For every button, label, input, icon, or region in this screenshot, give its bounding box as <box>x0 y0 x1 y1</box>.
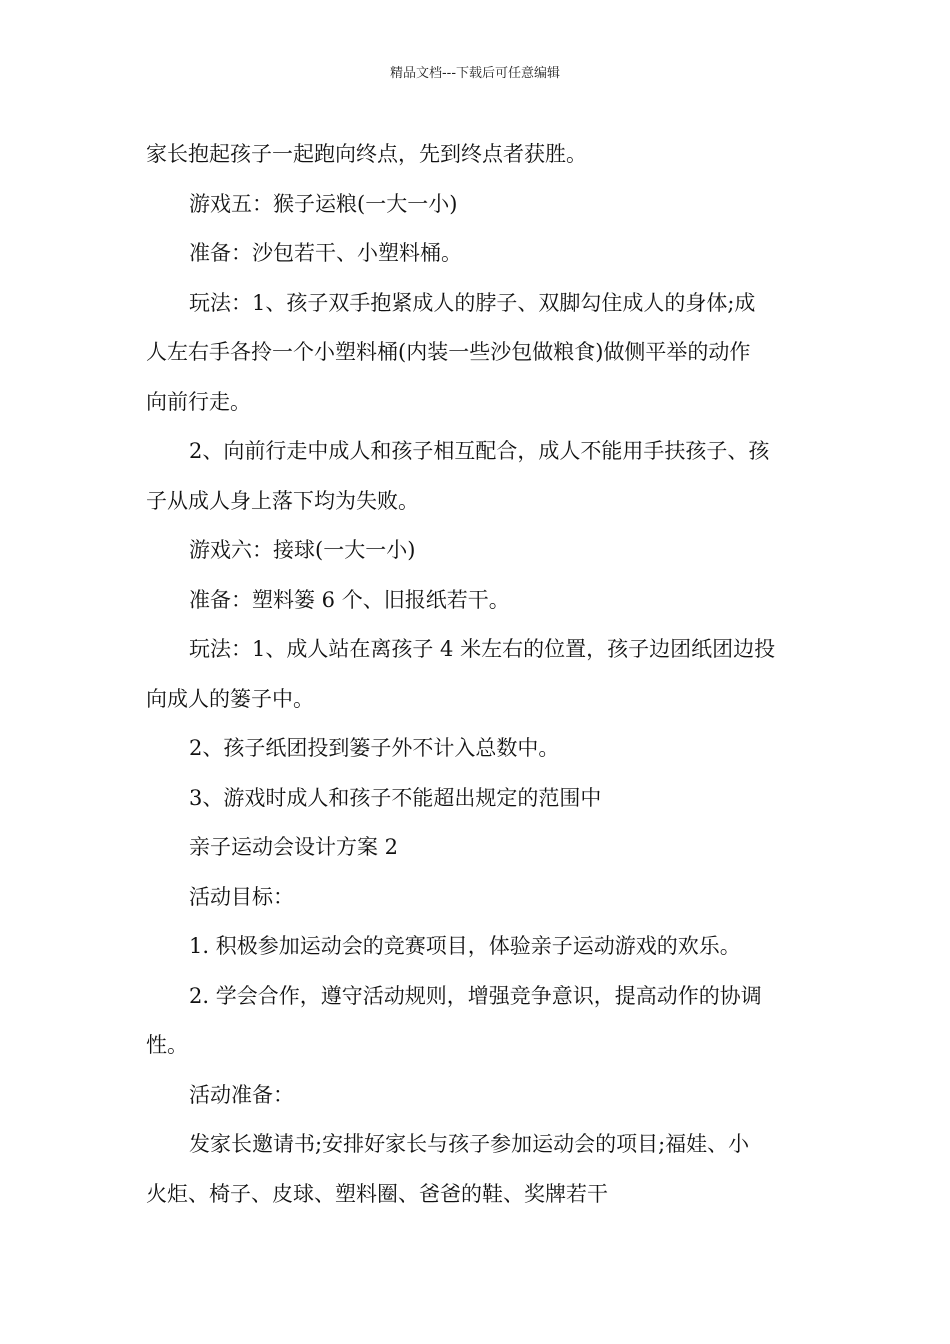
text-line: 性。 <box>146 1033 188 1057</box>
text-line: 家长抱起孩子一起跑向终点，先到终点者获胜。 <box>146 142 587 166</box>
text-line: 子从成人身上落下均为失败。 <box>146 488 419 513</box>
text-line: 火炬、椅子、皮球、塑料圈、爸爸的鞋、奖牌若干 <box>146 1181 608 1206</box>
subheading: 活动准备： <box>189 1082 294 1107</box>
text-line: 游戏五：猴子运粮(一大一小) <box>189 191 458 216</box>
document-body <box>146 130 810 1219</box>
page-header: 精品文档---下载后可任意编辑 <box>389 66 561 81</box>
text-line: 玩法：1、孩子双手抱紧成人的脖子、双脚勾住成人的身体;成 <box>189 290 756 315</box>
text-line: 玩法：1、成人站在离孩子 4 米左右的位置，孩子边团纸团边投 <box>189 637 776 661</box>
text-line: 人左右手各拎一个小塑料桶(内装一些沙包做粮食)做侧平举的动作 <box>146 340 751 364</box>
section-title: 亲子运动会设计方案 2 <box>189 835 399 859</box>
text-line: 准备：塑料篓 6 个、旧报纸若干。 <box>189 587 510 612</box>
text-line: 3、游戏时成人和孩子不能超出规定的范围中 <box>189 785 602 810</box>
text-line: 准备：沙包若干、小塑料桶。 <box>189 241 462 265</box>
text-line: 2、孩子纸团投到篓子外不计入总数中。 <box>189 736 560 760</box>
text-line: 向成人的篓子中。 <box>146 686 314 711</box>
text-line: 2、向前行走中成人和孩子相互配合，成人不能用手扶孩子、孩 <box>189 439 770 463</box>
text-line: 1. 积极参加运动会的竞赛项目，体验亲子运动游戏的欢乐。 <box>189 934 741 958</box>
text-line: 向前行走。 <box>146 389 251 414</box>
text-line: 游戏六：接球(一大一小) <box>189 538 416 562</box>
subheading: 活动目标： <box>189 884 294 909</box>
text-line: 发家长邀请书;安排好家长与孩子参加运动会的项目;福娃、小 <box>189 1132 750 1156</box>
text-line: 2. 学会合作，遵守活动规则，增强竞争意识，提高动作的协调 <box>189 983 762 1008</box>
